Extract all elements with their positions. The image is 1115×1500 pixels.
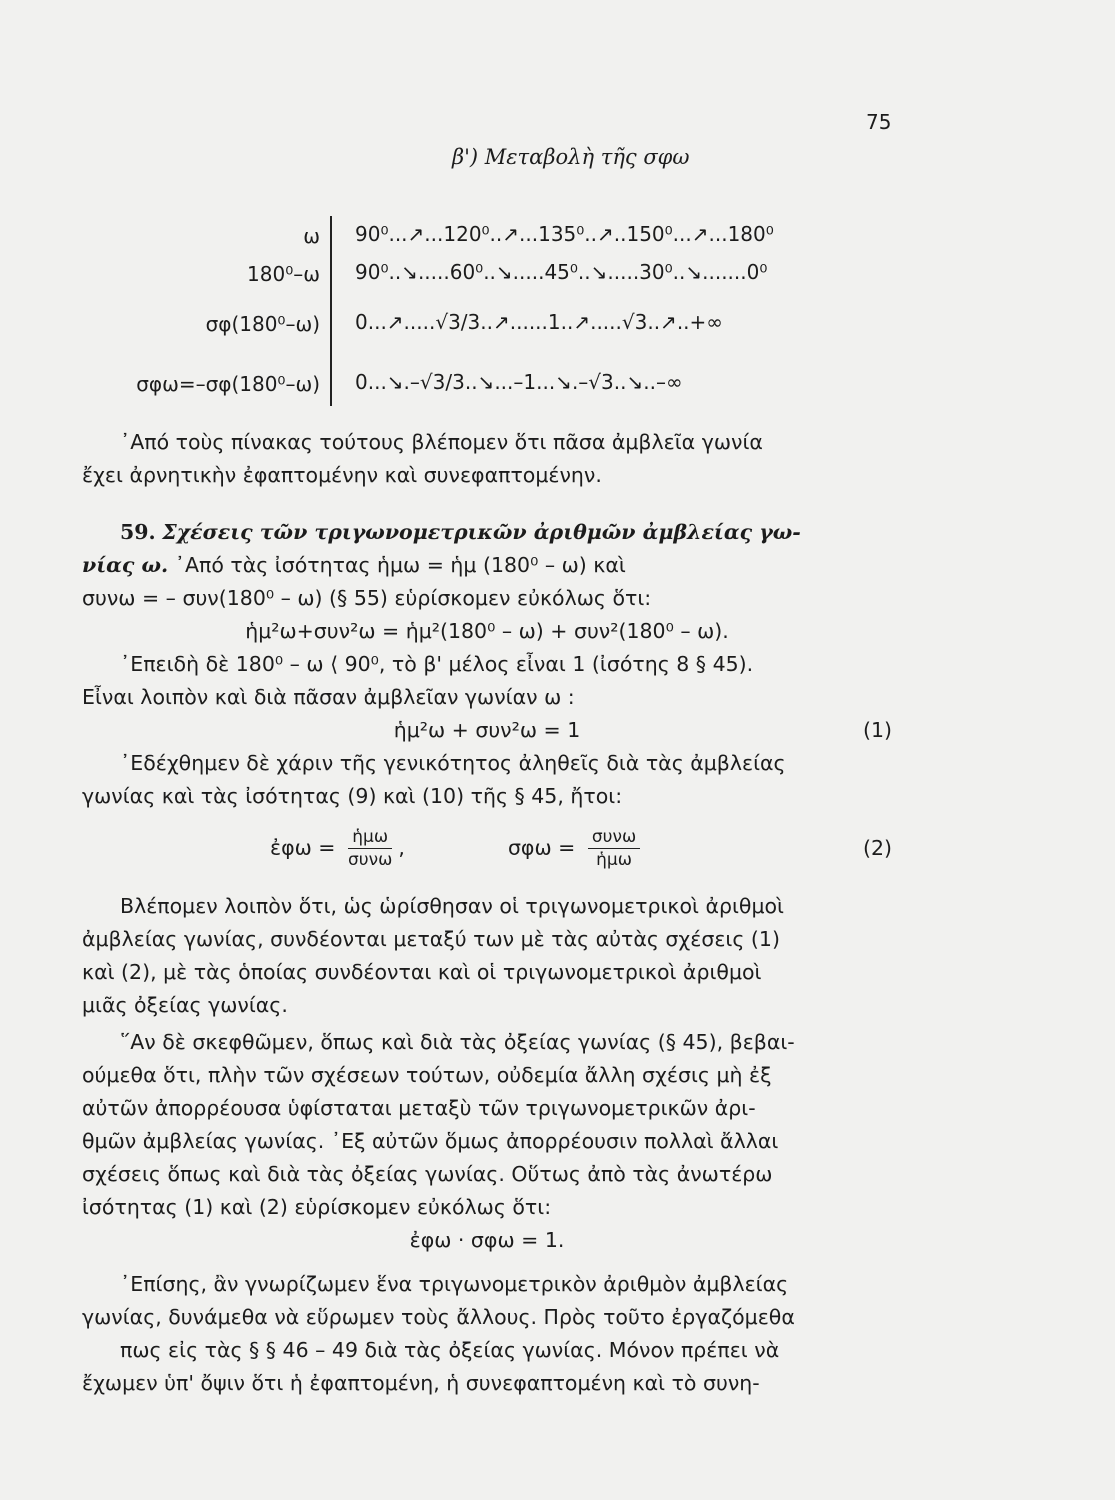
text-line: καὶ (2), μὲ τὰς ὁποίας συνδέονται καὶ οἱ τριγωνομετρικοὶ ἀριθμοὶ [82, 960, 762, 984]
paragraph-2 [82, 890, 892, 1022]
text-line: μιᾶς ὀξείας γωνίας. [82, 993, 288, 1017]
table-row-label: σφω=–σφ(180⁰–ω) [136, 372, 320, 396]
text-line: συνω = – συν(180⁰ – ω) (§ 55) εὑρίσκομεν εὐκόλως ὅτι: [82, 586, 652, 610]
section-title: β') Μεταβολὴ τῆς σφω [452, 145, 690, 169]
fraction-numerator: ἡμω [348, 826, 392, 849]
fraction [348, 826, 392, 871]
paragraph-intro [82, 426, 892, 492]
text-line: ᾿Εδέχθημεν δὲ χάριν τῆς γενικότητος ἀληθεῖς διὰ τὰς ἀμβλείας [120, 751, 786, 775]
text-line: ᾿Επειδὴ δὲ 180⁰ – ω ⟨ 90⁰, τὸ β' μέλος εἶναι 1 (ἰσότης 8 § 45). [120, 652, 754, 676]
equation-2: ἐφω = $\frac{\text{ἡμω}}{\text{συνω}}$ , σφω = $\frac{\text{συνω}}{\text{ἡμω}}$ (2) [270, 827, 892, 870]
text-line: Βλέπομεν λοιπὸν ὅτι, ὡς ὡρίσθησαν οἱ τριγωνομετρικοὶ ἀριθμοὶ [120, 894, 784, 918]
table-row-values: 90⁰...↗...120⁰..↗...135⁰..↗..150⁰...↗...180⁰ [355, 222, 774, 246]
table-row-label: ω [303, 224, 320, 248]
text-line: ούμεθα ὅτι, πλὴν τῶν σχέσεων τούτων, οὐδεμία ἄλλη σχέσις μὴ ἐξ [82, 1063, 772, 1087]
paragraph-4 [82, 1268, 892, 1400]
section-heading: Σχέσεις τῶν τριγωνομετρικῶν ἀριθμῶν ἀμβλείας γω- [162, 520, 801, 544]
text-line: ἰσότητας (1) καὶ (2) εὑρίσκομεν εὐκόλως ὅτι: [82, 1195, 552, 1219]
text-line: αὐτῶν ἀπορρέουσα ὑφίσταται μεταξὺ τῶν τριγωνομετρικῶν ἀρι- [82, 1096, 756, 1120]
equation-text: ἐφω = [270, 835, 336, 860]
text-line: ῞Αν δὲ σκεφθῶμεν, ὅπως καὶ διὰ τὰς ὀξείας γωνίας (§ 45), βεβαι- [120, 1030, 795, 1054]
section-number: 59. [120, 520, 156, 544]
equation-number: (2) [862, 836, 892, 860]
text-line: ᾿Επίσης, ἂν γνωρίζωμεν ἕνα τριγωνομετρικὸν ἀριθμὸν ἀμβλείας [120, 1272, 789, 1296]
text-line: ἔχει ἀρνητικὴν ἐφαπτομένην καὶ συνεφαπτομένην. [82, 463, 602, 487]
text-line: πως εἰς τὰς § § 46 – 49 διὰ τὰς ὀξείας γωνίας. Μόνον πρέπει νὰ [120, 1338, 780, 1362]
page-number: 75 [866, 110, 892, 134]
equation-a: ἡμ²ω+συν²ω = ἡμ²(180⁰ – ω) + συν²(180⁰ – ω). [245, 619, 729, 643]
text-line: θμῶν ἀμβλείας γωνίας. ᾿Εξ αὐτῶν ὅμως ἀπορρέουσιν πολλαὶ ἄλλαι [82, 1129, 779, 1153]
text-line: ᾿Από τὰς ἰσότητας ἡμω = ἡμ (180⁰ – ω) καὶ [168, 553, 626, 577]
table-row-label: σφ(180⁰–ω) [205, 312, 320, 336]
table-row-values: 90⁰..↘.....60⁰..↘.....45⁰..↘.....30⁰..↘.......0⁰ [355, 260, 768, 284]
table-row-label: 180⁰–ω [247, 262, 320, 286]
section-heading-cont: νίας ω. [82, 553, 169, 577]
equation-1: ἡμ²ω + συν²ω = 1 [393, 718, 581, 742]
equation-3: ἐφω · σφω = 1. [409, 1228, 565, 1252]
section-59 [82, 516, 892, 813]
table-row-values: 0...↗.....√3/3..↗......1..↗.....√3..↗..+∞ [355, 310, 723, 334]
text-line: ᾿Από τοὺς πίνακας τούτους βλέπομεν ὅτι πᾶσα ἀμβλεῖα γωνία [120, 430, 763, 454]
equation-number: (1) [862, 718, 892, 742]
equation-text: σφω = [507, 835, 576, 860]
text-line: ἔχωμεν ὑπ' ὄψιν ὅτι ἡ ἐφαπτομένη, ἡ συνεφαπτομένη καὶ τὸ συνη- [82, 1371, 760, 1395]
table-row-values: 0...↘.–√3/3..↘...–1...↘.–√3..↘..–∞ [355, 370, 683, 394]
text-line: Εἶναι λοιπὸν καὶ διὰ πᾶσαν ἀμβλεῖαν γωνίαν ω : [82, 685, 575, 709]
fraction-denominator: ἡμω [596, 850, 632, 870]
table-divider [330, 216, 332, 406]
text-line: γωνίας, δυνάμεθα νὰ εὕρωμεν τοὺς ἄλλους. Πρὸς τοῦτο ἐργαζόμεθα [82, 1305, 795, 1329]
text-line: γωνίας καὶ τὰς ἰσότητας (9) καὶ (10) τῆς § 45, ἤτοι: [82, 784, 623, 808]
text-line: σχέσεις ὅπως καὶ διὰ τὰς ὀξείας γωνίας. Οὕτως ἀπὸ τὰς ἀνωτέρω [82, 1162, 773, 1186]
fraction-denominator: συνω [348, 850, 393, 870]
fraction-numerator: συνω [588, 826, 640, 849]
text-line: ἀμβλείας γωνίας, συνδέονται μεταξύ των μὲ τὰς αὐτὰς σχέσεις (1) [82, 927, 780, 951]
paragraph-3 [82, 1026, 892, 1257]
fraction [588, 826, 640, 871]
